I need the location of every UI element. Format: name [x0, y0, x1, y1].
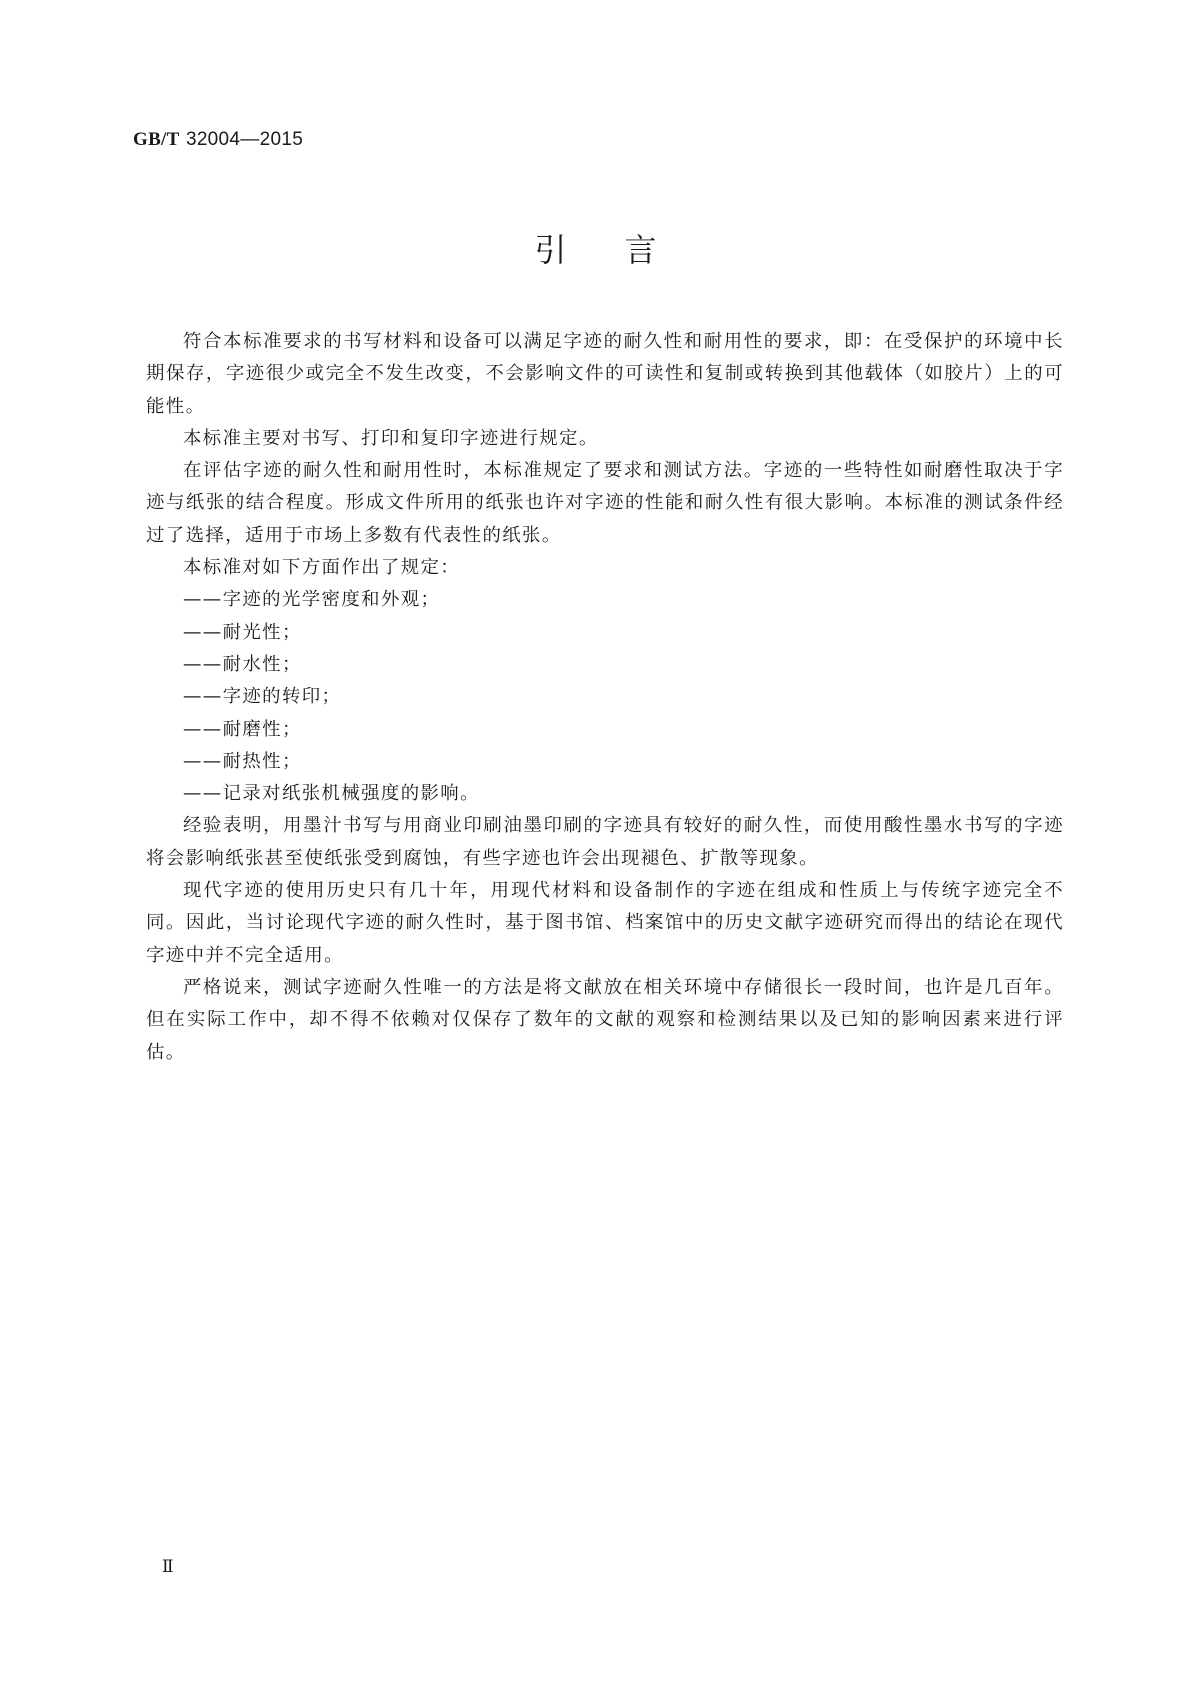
standard-number: 32004—2015 [185, 129, 304, 150]
list-item: ——耐热性； [183, 750, 302, 772]
document-code [133, 128, 303, 151]
list-item: ——耐光性； [183, 621, 302, 643]
paragraph: 经验表明，用墨汁书写与用商业印刷油墨印刷的字迹具有较好的耐久性，而使用酸性墨水书写的字迹将会影响纸张甚至使纸张受到腐蚀，有些字迹也许会出现褪色、扩散等现象。 [146, 815, 1064, 869]
list-item: ——字迹的转印； [183, 686, 342, 708]
paragraph: 本标准主要对书写、打印和复印字迹进行规定。 [183, 427, 599, 449]
paragraph: 本标准对如下方面作出了规定： [183, 557, 461, 579]
list-item: ——记录对纸张机械强度的影响。 [183, 783, 480, 805]
paragraph: 严格说来，测试字迹耐久性唯一的方法是将文献放在相关环境中存储很长一段时间，也许是几百年。但在实际工作中，却不得不依赖对仅保存了数年的文献的观察和检测结果以及已知的影响因素来进行评估。 [146, 976, 1064, 1063]
paragraph: 现代字迹的使用历史只有几十年，用现代材料和设备制作的字迹在组成和性质上与传统字迹完全不同。因此，当讨论现代字迹的耐久性时，基于图书馆、档案馆中的历史文献字迹研究而得出的结论在现代字迹中并不完全适用。 [146, 880, 1064, 966]
paragraph: 在评估字迹的耐久性和耐用性时，本标准规定了要求和测试方法。字迹的一些特性如耐磨性取决于字迹与纸张的结合程度。形成文件所用的纸张也许对字迹的性能和耐久性有很大影响。本标准的测试条件经过了选择，适用于市场上多数有代表性的纸张。 [146, 460, 1064, 546]
list-item: ——字迹的光学密度和外观； [183, 589, 441, 611]
page-number: Ⅱ [162, 1557, 174, 1576]
list-item: ——耐磨性； [183, 718, 302, 740]
paragraph: 符合本标准要求的书写材料和设备可以满足字迹的耐久性和耐用性的要求，即：在受保护的环境中长期保存，字迹很少或完全不发生改变，不会影响文件的可读性和复制或转换到其他载体（如胶片）上的可能性。 [146, 331, 1064, 417]
provisions-list [146, 584, 1064, 810]
list-item: ——耐水性； [183, 653, 302, 675]
page-title: 引言 [534, 231, 715, 269]
document-body [146, 326, 1064, 1069]
standard-prefix: GB/T [133, 129, 180, 150]
